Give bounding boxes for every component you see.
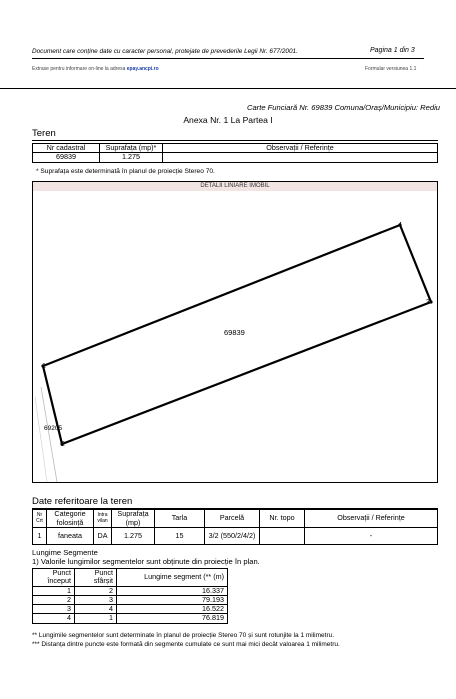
- header-cell: Suprafața (mp)*: [100, 144, 163, 153]
- table-cell: faneata: [47, 528, 94, 545]
- header-cell: Parcelă: [205, 510, 260, 528]
- header-cell: Observații / Referințe: [163, 144, 438, 153]
- table-cell: 3/2 (550/2/4/2): [205, 528, 260, 545]
- extract-prefix: Extrase pentru informare on-line la adresa: [32, 66, 126, 72]
- date-teren-table: [32, 509, 438, 545]
- segments-heading: Lungime Segmente: [32, 548, 98, 557]
- area-note: * Suprafața este determinată în planul de proiecție Stereo 70.: [36, 168, 215, 175]
- parcel-plan: [32, 181, 438, 483]
- header-cell: Punct început: [33, 569, 75, 587]
- table-cell: 3: [33, 605, 75, 614]
- table-row: [33, 595, 228, 604]
- header-cell: Punct sfârșit: [75, 569, 117, 587]
- teren-heading: Teren: [32, 128, 56, 139]
- table-header-row: [33, 510, 438, 528]
- table-cell: -: [305, 528, 438, 545]
- table-cell: 76.819: [117, 614, 228, 623]
- form-version: Formular versiunea 1.1: [365, 66, 417, 72]
- area-value: 1.275: [100, 153, 163, 162]
- table-cell: 16.522: [117, 605, 228, 614]
- table-row: [33, 586, 228, 595]
- table-row: [33, 153, 438, 162]
- date-teren-heading: Date referitoare la teren: [32, 496, 133, 507]
- header-cell: Nr. topo: [260, 510, 305, 528]
- page-number: Pagina 1 din 3: [370, 47, 415, 54]
- point-label: 3: [426, 299, 430, 306]
- table-cell: 4: [33, 614, 75, 623]
- table-cell: DA: [94, 528, 112, 545]
- annex-title: Anexa Nr. 1 La Partea I: [183, 115, 273, 125]
- table-cell: 3: [75, 595, 117, 604]
- neighbor-parcel-label: 69205: [44, 425, 63, 432]
- cadastral-number: 69839: [33, 153, 100, 162]
- teren-underline: [32, 140, 438, 141]
- parcel-number-label: 69839: [224, 328, 245, 337]
- table-cell: 1: [33, 528, 47, 545]
- table-cell: [260, 528, 305, 545]
- observations-cell: [163, 153, 438, 162]
- header-cell: Categorie folosință: [47, 510, 94, 528]
- document-note: Document care conține date cu caracter personal, protejate de prevederile Legii Nr. 677/2001.: [32, 48, 298, 55]
- table-cell: 1.275: [112, 528, 155, 545]
- header-cell: Nr Crt: [33, 510, 47, 528]
- table-row: [33, 614, 228, 623]
- point-label: 2: [61, 441, 65, 448]
- table-cell: 1: [33, 586, 75, 595]
- header-cell: Intra vilan: [94, 510, 112, 528]
- extract-note: [32, 66, 159, 72]
- header-cell: Suprafața (mp): [112, 510, 155, 528]
- table-cell: 1: [75, 614, 117, 623]
- segments-note-1: ** Lungimile segmentelor sunt determinate în planul de proiecție Stereo 70 și sunt rotunjite la 1 milimetru.: [32, 632, 335, 639]
- header-cell: Observații / Referințe: [305, 510, 438, 528]
- table-cell: 79.193: [117, 595, 228, 604]
- table-row: [33, 528, 438, 545]
- plan-title: DETALII LINIARE IMOBIL: [33, 182, 437, 191]
- header-cell: Tarla: [155, 510, 205, 528]
- segments-subtitle: 1) Valorile lungimilor segmentelor sunt obținute din proiecție în plan.: [32, 557, 260, 566]
- segments-note-2: *** Distanța dintre puncte este formată din segmente cumulate ce sunt mai mici decât valoarea 1 milimetru.: [32, 641, 340, 648]
- header-divider: [32, 58, 424, 59]
- header-cell: Lungime segment (** (m): [117, 569, 228, 587]
- header-cell: Nr cadastral: [33, 144, 100, 153]
- page-divider: [0, 88, 456, 89]
- table-cell: 16.337: [117, 586, 228, 595]
- parcel-drawing: [33, 182, 437, 482]
- point-label: 1: [42, 363, 46, 370]
- table-cell: 15: [155, 528, 205, 545]
- extract-site-link[interactable]: epay.ancpi.ro: [126, 66, 159, 72]
- table-cell: 2: [75, 586, 117, 595]
- segments-table: [32, 568, 228, 624]
- carte-funciara-title: Carte Funciară Nr. 69839 Comuna/Oraș/Municipiu: Rediu: [246, 103, 440, 112]
- teren-table: [32, 143, 438, 163]
- table-cell: 4: [75, 605, 117, 614]
- neighbor-boundary: [41, 387, 57, 482]
- table-header-row: [33, 569, 228, 587]
- table-cell: 2: [33, 595, 75, 604]
- table-row: [33, 605, 228, 614]
- point-label: 4: [398, 222, 402, 229]
- table-header-row: [33, 144, 438, 153]
